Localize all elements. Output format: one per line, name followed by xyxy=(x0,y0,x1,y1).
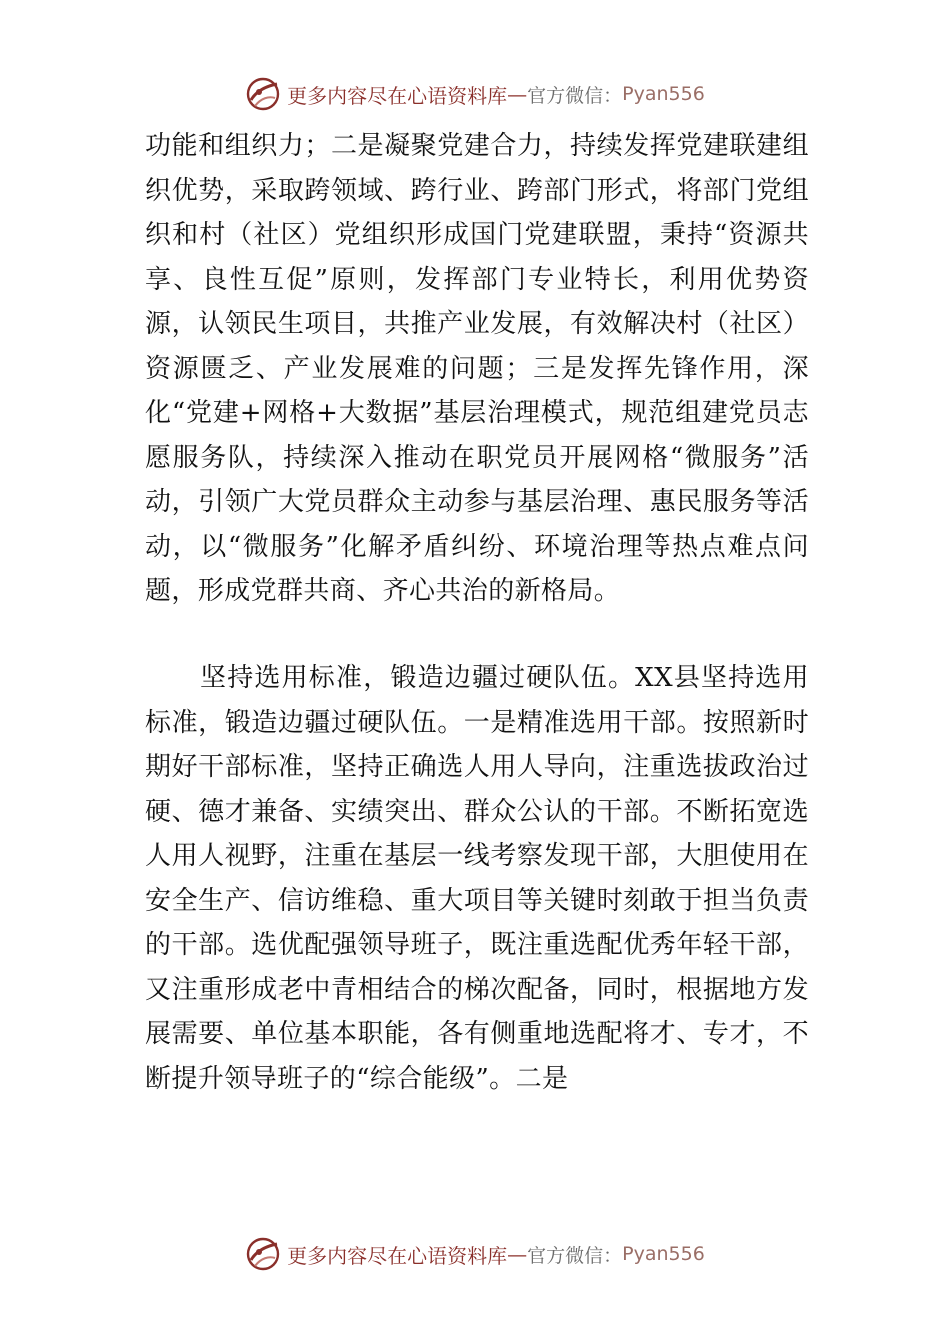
header-wechat-label: 官方微信： xyxy=(527,84,623,107)
body-paragraph-2: 坚持选用标准，锻造边疆过硬队伍。XX县坚持选用标准，锻造边疆过硬队伍。一是精准选用干部。按照新时期好干部标准，坚持正确选人用人导向，注重选拔政治过硬、德才兼备、实绩突出、群众公认的干部。不断拓宽选人用人视野，注重在基层一线考察发现干部，大胆使用在安全生产、信访维稳、重大项目等关键时刻敢于担当负责的干部。选优配强领导班子，既注重选配优秀年轻干部，又注重形成老中青相结合的梯次配备，同时，根据地方发展需要、单位基本职能，各有侧重地选配将才、专才，不断提升领导班子的“综合能级”。二是 xyxy=(145,663,809,1094)
logo-icon xyxy=(245,76,281,112)
footer-site-text: 更多内容尽在心语资料库 xyxy=(287,1243,508,1268)
footer-banner xyxy=(0,1232,950,1276)
header-banner xyxy=(0,72,950,116)
footer-wechat-id: Pyan556 xyxy=(622,1243,705,1265)
body-paragraph-1: 功能和组织力；二是凝聚党建合力，持续发挥党建联建组织优势，采取跨领域、跨行业、跨部门形式，将部门党组织和村（社区）党组织形成国门党建联盟，秉持“资源共享、良性互促”原则，发挥部门专业特长，利用优势资源，认领民生项目，共推产业发展，有效解决村（社区）资源匮乏、产业发展难的问题；三是发挥先锋作用，深化“党建+网格+大数据”基层治理模式，规范组建党员志愿服务队，持续深入推动在职党员开展网格“微服务”活动，引领广大党员群众主动参与基层治理、惠民服务等活动，以“微服务”化解矛盾纠纷、环境治理等热点难点问题，形成党群共商、齐心共治的新格局。 xyxy=(145,131,809,606)
footer-wechat-label: 官方微信： xyxy=(527,1244,623,1267)
footer-dash: — xyxy=(507,1242,528,1266)
header-site-text: 更多内容尽在心语资料库 xyxy=(287,83,508,108)
header-wechat-id: Pyan556 xyxy=(622,83,705,105)
header-dash: — xyxy=(507,82,528,106)
logo-icon xyxy=(245,1236,281,1272)
